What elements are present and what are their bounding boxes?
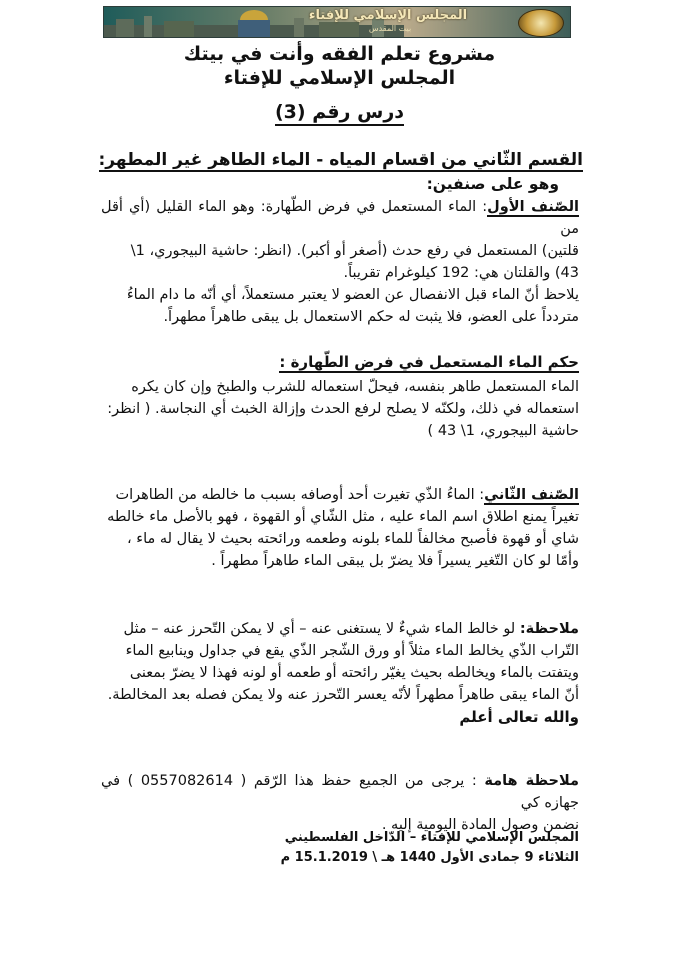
- note-line2: التّراب الذّي يخالط الماء مثلاً أو ورق الشّجر الذّي يقع في جداول وينابيع الماء: [125, 643, 579, 659]
- header-banner: [103, 6, 571, 38]
- important-line2: نضمن وصول المادة اليومية إليه .: [381, 817, 579, 833]
- important-label: ملاحظة هامة: [484, 773, 579, 789]
- note-label: ملاحظة:: [519, 621, 579, 637]
- ruling-line3: حاشية البيجوري، 1\ 43 ): [427, 423, 579, 439]
- ruling-line1: الماء المستعمل طاهر بنفسه، فيحلّ استعماله للشرب والطبخ وإن كان يكره: [131, 379, 579, 395]
- lesson-number: درس رقم (3): [0, 100, 679, 124]
- council-logo: [518, 9, 564, 37]
- type1-label: الصّنف الأول: [487, 199, 579, 215]
- type1-line5: متردداً على العضو، فلا يثبت له حكم الاستعمال بل يبقى طاهراً مطهراً.: [163, 309, 579, 325]
- ruling-line2: استعماله في ذلك، ولكنّه لا يصلح لرفع الحدث وإزالة الخبث أي النجاسة. ( انظر:: [107, 401, 579, 417]
- type1-line2: قلتين) المستعمل في رفع حدث (أصغر أو أكبر). (انظر: حاشية البيجوري، 1\: [130, 243, 579, 259]
- note-paragraph: [101, 618, 579, 728]
- footer-organization: المجلس الإسلامي للإفتاء – الدّاخل الفلسطيني: [284, 830, 579, 845]
- type2-label: الصّنف الثّاني: [484, 487, 579, 503]
- section-subheading: وهو على صنفين:: [426, 175, 559, 193]
- project-title: مشروع تعلم الفقه وأنت في بيتك: [183, 43, 496, 65]
- ruling-paragraph: [101, 376, 579, 442]
- type2-line4: وأمّا لو كان التّغير يسيراً فلا يضرّ بل يبقى الماء طاهراً مطهراً .: [211, 553, 579, 569]
- section-heading: القسم الثّاني من اقسام المياه - الماء الطاهر غير المطهر:: [98, 150, 583, 170]
- note-line4: أنّ الماء يبقى طاهراً مطهراً لأنّه يعسر التّحرز عنه ولا يمكن فصله بعد المخالطة.: [107, 687, 579, 703]
- type1-line4: يلاحظ أنّ الماء قبل الانفصال عن العضو لا يعتبر مستعملاً، أي أنّه ما دام الماءُ: [126, 287, 579, 303]
- important-note: [101, 770, 579, 836]
- type1-line3: 43) والقلتان هي: 192 كيلوغرام تقريباً.: [343, 265, 579, 281]
- closing-phrase: والله تعالى أعلم: [459, 708, 579, 726]
- type2-line1: الصّنف الثّاني: الماءُ الذّي تغيرت أحد أوصافه بسبب ما خالطه من الطاهرات: [115, 487, 579, 503]
- type1-paragraph: [101, 196, 579, 328]
- type2-line3: شاي أو قهوة فأصبح مخالفاً للماء بلونه وطعمه ورائحته بحيث لا يقال له ماء ،: [126, 531, 579, 547]
- footer-date: الثلاثاء 9 جمادى الأول 1440 هـ \ 15.1.2019 م: [280, 850, 579, 865]
- council-name: المجلس الإسلامي للإفتاء: [223, 67, 456, 89]
- ruling-heading: حكم الماء المستعمل في فرض الطّهارة :: [279, 353, 579, 371]
- type1-line1: الصّنف الأول: الماء المستعمل في فرض الطّهارة: وهو الماء القليل (أي أقل من: [101, 199, 579, 237]
- banner-subtitle: بيت المقدس: [368, 24, 412, 33]
- note-line3: ويتفتت بالماء ويخالطه بحيث يغيّر رائحته أو طعمه أو لونه فهذا لا يضرّ بمعنى: [129, 665, 579, 681]
- important-line1: ملاحظة هامة : يرجى من الجميع حفظ هذا الرّقم ( 0557082614 ) في جهازه كي: [101, 773, 579, 811]
- note-line1: ملاحظة: لو خالط الماء شيءٌ لا يستغنى عنه – أي لا يمكن التّحرز عنه – مثل: [123, 621, 579, 637]
- type2-paragraph: [101, 484, 579, 572]
- banner-title: المجلس الإسلامي للإفتاء: [308, 8, 468, 23]
- type2-line2: تغيراً يمنع اطلاق اسم الماء عليه ، مثل الشّاي أو القهوة ، فهو بالأصل ماء خالطه: [107, 509, 579, 525]
